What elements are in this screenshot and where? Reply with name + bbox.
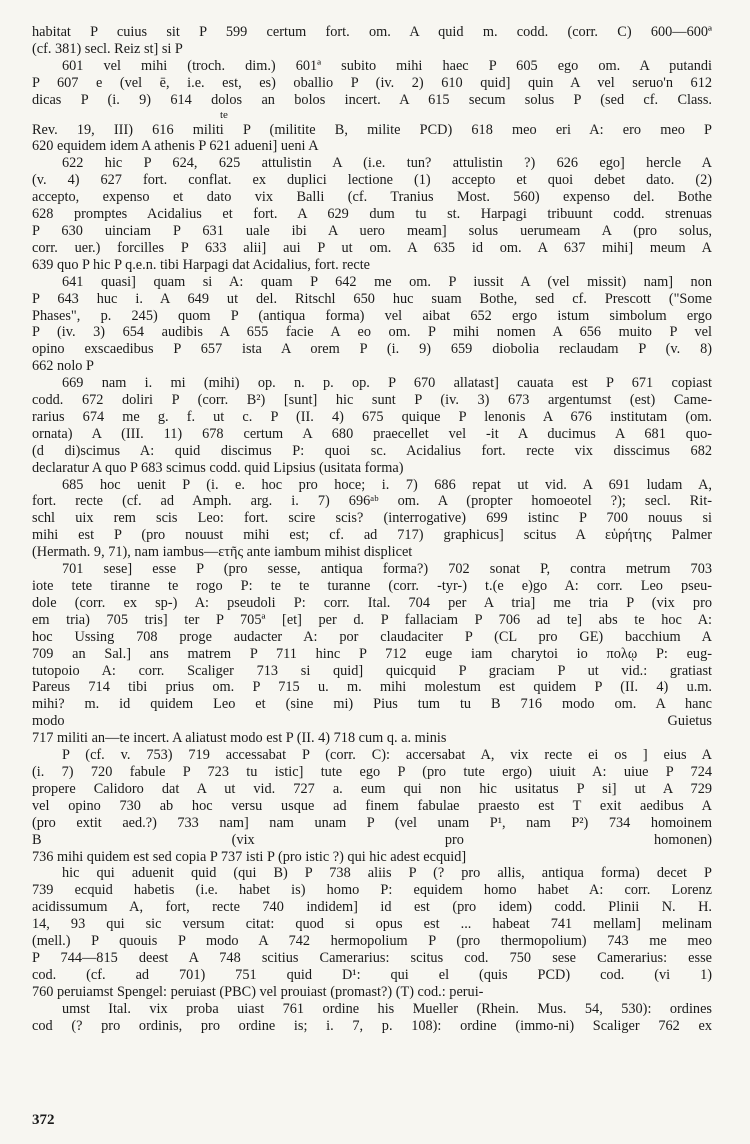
text-line: P 630 uinciam P 631 uale ibi A uero meam] solus uerumeam A (pro solus,	[32, 222, 712, 239]
text-line: 739 ecquid habetis (i.e. habet is) homo P: equidem homo habet A: corr. Lorenz	[32, 882, 712, 899]
text-line: corr. uer.) forcilles P 633 alii] aui P ut om. A 635 id om. A 637 mihi] meum A	[32, 239, 712, 256]
text-line: mihi est P (pro nouust mihi est; cf. ad 717) graphicus] scitus A εὑρήτης Palmer	[32, 527, 712, 544]
text-line: 620 equidem idem A athenis P 621 adueni] ueni A	[32, 138, 319, 155]
text-line: P 607 e (vel ē, i.e. est, es) oballio P (iv. 2) 610 quid] quin A vel seruo'n 612	[32, 74, 712, 91]
text-line: opino exscaedibus P 657 ista A orem P (i. 9) 659 diobolia reclaudam P (v. 8)	[32, 341, 712, 358]
text-line: dicas P (i. 9) 614 dolos an bolos incert. A 615 secum solus P (sed cf. Class.	[32, 91, 712, 108]
text-line: (i. 7) 720 fabule P 723 tu istic] tute ego P (pro tute ergo) uiuit A: uiue P 724	[32, 763, 712, 780]
page-number: 372	[32, 1112, 55, 1128]
text-line: 760 peruiamst Spengel: peruiast (PBC) vel prouiast (promast?) (T) cod.: perui-	[32, 983, 484, 1000]
text-line: codd. 672 doliri P (corr. B²) [sunt] hic sunt P (iv. 3) 673 argentumst (est) Came-	[32, 392, 712, 409]
text-line: vel opino 730 ab hoc versu usque ad finem fabulae praesto est T exit aedibus A	[32, 797, 712, 814]
text-line: 669 nam i. mi (mihi) op. n. p. op. P 670 allatast] cauata est P 671 copiast	[62, 375, 712, 392]
text-line: em tria) 705 tris] ter P 705ª [et] per d. P fallaciam P 706 ad te] abs te hoc A:	[32, 611, 712, 628]
text-line: (mell.) P quouis P modo A 742 hermopolium P (pro thermopolium) 743 me meo	[32, 933, 712, 950]
text-line: hic qui aduenit quid (qui B) P 738 aliis P (? pro allis, antiqua forma) decet P	[62, 865, 712, 882]
text-line: 662 nolo P	[32, 358, 94, 375]
text-line: P (iv. 3) 654 audibis A 655 facie A eo om. P mihi nomen A 656 muito P vel	[32, 324, 712, 341]
text-line: dole (corr. ex sp-) A: pseudoli P: corr. Ital. 704 per A tria] me tria P (vix pro	[32, 594, 712, 611]
text-line: accepto, expenso et dato vix Balli (cf. Tranius Most. 560) expenso del. Bothe	[32, 189, 712, 206]
text-line: 14, 93 qui sic versum citat: quod si opus est ... habeat 741 mellam] melinam	[32, 916, 712, 933]
text-line: 639 quo P hic P q.e.n. tibi Harpagi dat Acidalius, fort. recte	[32, 256, 371, 273]
text-line: B (vix pro homonen)	[32, 831, 712, 848]
text-line: 601 vel mihi (troch. dim.) 601ª subito mihi haec P 605 ego om. A putandi	[62, 57, 712, 74]
text-line: 717 militi an—te incert. A aliatust modo est P (II. 4) 718 cum q. a. minis	[32, 730, 447, 747]
text-line: propere Calidoro dat A ut vid. 727 a. eum qui non hic usitatus P si] ut A 729	[32, 780, 712, 797]
text-line: 709 an Sal.] ans matrem P 711 hinc P 712 euge iam charytoi io πολῳ P: eug-	[32, 645, 712, 662]
text-line: (cf. 381) secl. Reiz st] si P	[32, 40, 183, 57]
text-line: ornata) A (III. 11) 678 certum A 680 praecellet vel -it A ducimus A 681 quo-	[32, 425, 712, 442]
text-line: (pro extit aed.?) 733 nam] nam unam P (vel unam P¹, nam P²) 734 homoinem	[32, 814, 712, 831]
critical-apparatus	[32, 24, 712, 1034]
text-line: 701 sese] esse P (pro sesse, antiqua forma?) 702 sonat P, contra metrum 703	[62, 561, 712, 578]
text-line: Pareus 714 tibi prius om. P 715 u. m. mihi molestum est quidem P (II. 4) u.m.	[32, 679, 712, 696]
text-line: Phases", p. 245) quom P (antiqua forma) vel aibat 652 ergo istum simbolum ergo	[32, 307, 712, 324]
text-line: Rev. 19, III) 616 militi P (militite B, milite PCD) 618 meo eri A: ero meo P	[32, 121, 712, 138]
text-line: 736 mihi quidem est sed copia P 737 isti P (pro istic ?) qui hic adest ecquid]	[32, 848, 467, 865]
text-line: 622 hic P 624, 625 attulistin A (i.e. tun? attulistin ?) 626 ego] hercle A	[62, 155, 712, 172]
text-line: 641 quasi] quam si A: quam P 642 me om. P iussit A (vel missit) nam] non	[62, 273, 712, 290]
text-line: (d di)scimus A: quid discimus P: quoi sc. Acidalius fort. recte vix disscimus 682	[32, 442, 712, 459]
superscript-line: te	[220, 108, 228, 121]
text-line: habitat P cuius sit P 599 certum fort. om. A quid m. codd. (corr. C) 600—600ª	[32, 24, 712, 40]
text-line: P (cf. v. 753) 719 accessabat P (corr. C): accersabat A, vix recte ei os ] eius A	[62, 747, 712, 764]
text-line: (Hermath. 9, 71), nam iambus—ετῆς ante iambum mihist displicet	[32, 544, 413, 561]
text-line: 685 hoc uenit P (i. e. hoc pro hoce; i. 7) 686 repat ut vid. A 691 ludam A,	[62, 476, 712, 493]
text-line: iote tete tiranne te rogo P: te te turanne (corr. -tyr-) t.(e e)go A: corr. Leo pseu-	[32, 578, 712, 594]
text-line: hoc Ussing 708 proge audacter A: por claudaciter P (CL pro GE) bacchium A	[32, 628, 712, 645]
text-line: umst Ital. vix proba uiast 761 ordine his Mueller (Rhein. Mus. 54, 530): ordines	[62, 1000, 712, 1017]
text-line: acidissumum A, fort, recte 740 indidem] id est (pro idem) codd. Plinii N. H.	[32, 899, 712, 916]
text-line: (v. 4) 627 fort. conflat. ex duplici lectione (1) accepto et quoi debet dato. (2)	[32, 172, 712, 189]
text-line: declaratur A quo P 683 scimus codd. quid Lipsius (usitata forma)	[32, 459, 404, 476]
text-line: P 744—815 deest A 748 scitius Camerarius: scitus cod. 750 sese Camerarius: esse	[32, 949, 712, 966]
text-line: rarius 674 me g. f. ut c. P (II. 4) 675 quique P lenonis A 676 institutam (om.	[32, 408, 712, 425]
text-line: tutopoio A: corr. Scaliger 713 si quid] quicquid P graciam P ut vid.: gratiast	[32, 662, 712, 679]
text-line: 628 promptes Acidalius et fort. A 629 dum tu st. Harpagi tribuunt codd. strenuas	[32, 206, 712, 223]
text-line: schl uix rem scis Leo: fort. scire scis? (interrogative) 699 istinc P 700 nouus si	[32, 510, 712, 527]
text-line: fort. recte (cf. ad Amph. arg. i. 7) 696ᵃᵇ om. A (propter homoeotel ?); secl. Rit-	[32, 493, 712, 510]
text-line: P 643 huc i. A 649 ut del. Ritschl 650 huc suam Bothe, sed cf. Prescott ("Some	[32, 290, 712, 307]
text-line: cod. (cf. ad 701) 751 quid D¹: qui el (quis PCD) cod. (vi 1)	[32, 966, 712, 983]
text-line: modo Guietus	[32, 713, 712, 730]
text-line: mihi? m. id quidem Leo et (sine mi) Pius tum tu B 716 modo om. A hanc	[32, 696, 712, 713]
text-line: cod (? pro ordinis, pro ordine is; i. 7, p. 108): ordine (immo-ni) Scaliger 762 ex	[32, 1017, 712, 1034]
